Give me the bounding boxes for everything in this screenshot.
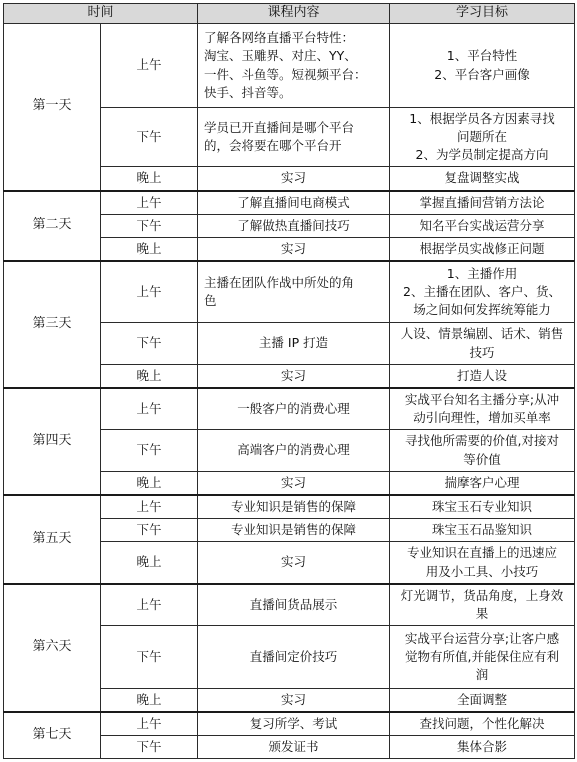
- day-label: 第六天: [4, 584, 101, 712]
- session-time: 下午: [101, 108, 198, 167]
- course-content: [198, 323, 390, 364]
- day-label: 第二天: [4, 191, 101, 261]
- text-line: 颁发证书: [268, 739, 319, 755]
- text-line: 了解直播间电商模式: [237, 194, 350, 210]
- course-content: [198, 214, 390, 237]
- text-line: 1、平台特性: [446, 48, 518, 64]
- text-line: 2、平台客户画像: [434, 66, 530, 82]
- day-label: 第四天: [4, 388, 101, 495]
- course-content: [198, 495, 390, 519]
- text-line: 直播间货品展示: [249, 596, 338, 612]
- text-line: 复习所学、考试: [249, 716, 338, 731]
- session-time: 下午: [101, 214, 198, 237]
- text-line: 等价值: [463, 451, 501, 467]
- text-line: 专业知识是销售的保障: [231, 499, 357, 515]
- text-line: 实习: [281, 475, 307, 490]
- day-label: 第五天: [4, 495, 101, 584]
- header-time: 时间: [4, 4, 198, 24]
- text-line: 觉物有所值,并能保住应有利: [405, 648, 559, 664]
- schedule-body: [4, 24, 575, 759]
- session-time: 上午: [101, 584, 198, 626]
- schedule-row: [4, 191, 575, 215]
- text-line: 实习: [281, 691, 307, 707]
- text-line: 揣摩客户心理: [444, 475, 520, 490]
- text-line: 1、主播作用: [446, 265, 518, 281]
- text-line: 实习: [281, 554, 307, 570]
- schedule-row: [4, 261, 575, 323]
- text-line: 打造人设: [457, 367, 508, 383]
- course-content: [198, 688, 390, 712]
- course-content: [198, 108, 390, 167]
- text-line: 2、主播在团队、客户、货、: [403, 284, 561, 300]
- text-line: 色: [204, 293, 217, 309]
- course-content: [198, 364, 390, 388]
- header-row: [4, 4, 575, 24]
- learning-goal: [390, 495, 575, 519]
- text-line: 高端客户的消费心理: [237, 442, 350, 458]
- learning-goal: [390, 323, 575, 364]
- text-line: 实习: [281, 170, 307, 186]
- schedule-row: [4, 495, 575, 519]
- learning-goal: [390, 237, 575, 261]
- header-goal: 学习目标: [390, 4, 575, 24]
- text-line: 动引向理性，增加买单率: [413, 409, 551, 425]
- course-content: [198, 191, 390, 215]
- text-line: 寻找他所需要的价值,对接对: [405, 433, 559, 449]
- schedule-row: [4, 388, 575, 430]
- learning-goal: [390, 519, 575, 542]
- learning-goal: [390, 214, 575, 237]
- schedule-row: [4, 584, 575, 626]
- text-line: 用及小工具、小技巧: [425, 563, 539, 579]
- text-line: 2、为学员制定提高方向: [415, 147, 549, 163]
- session-time: 晚上: [101, 167, 198, 191]
- text-line: 学员已开直播间是哪个平台: [204, 120, 355, 136]
- session-time: 下午: [101, 323, 198, 364]
- learning-goal: [390, 625, 575, 688]
- text-line: 珠宝玉石品鉴知识: [432, 522, 533, 538]
- text-line: 一般客户的消费心理: [237, 400, 350, 416]
- text-line: 实战平台知名主播分享;从冲: [404, 391, 560, 407]
- session-time: 上午: [101, 495, 198, 519]
- text-line: 了解各网络直播平台特性：: [204, 30, 355, 46]
- session-time: 上午: [101, 191, 198, 215]
- schedule-row: [4, 24, 575, 108]
- course-content: [198, 736, 390, 759]
- text-line: 根据学员实战修正问题: [419, 240, 545, 256]
- text-line: 一件、斗鱼等。短视频平台：: [204, 66, 367, 82]
- learning-goal: [390, 364, 575, 388]
- learning-goal: [390, 542, 575, 584]
- course-content: [198, 24, 390, 108]
- learning-goal: [390, 712, 575, 736]
- text-line: 专业知识是销售的保障: [231, 522, 357, 538]
- day-label: 第三天: [4, 261, 101, 388]
- session-time: 上午: [101, 388, 198, 430]
- session-time: 下午: [101, 736, 198, 759]
- session-time: 晚上: [101, 364, 198, 388]
- learning-goal: [390, 584, 575, 626]
- text-line: 快手、抖音等。: [204, 84, 292, 100]
- text-line: 的，会将要在哪个平台开: [204, 138, 342, 154]
- course-content: [198, 712, 390, 736]
- text-line: 灯光调节，货品角度，上身效: [400, 587, 564, 603]
- text-line: 主播 IP 打造: [258, 335, 329, 351]
- course-content: [198, 167, 390, 191]
- session-time: 上午: [101, 712, 198, 736]
- course-content: [198, 261, 390, 323]
- text-line: 实战平台运营分享;让客户感: [404, 630, 560, 646]
- course-content: [198, 388, 390, 430]
- text-line: 集体合影: [457, 739, 508, 755]
- session-time: 下午: [101, 519, 198, 542]
- text-line: 实习: [281, 367, 307, 383]
- text-line: 实习: [281, 240, 307, 256]
- session-time: 晚上: [101, 237, 198, 261]
- learning-goal: [390, 472, 575, 496]
- day-label: 第七天: [4, 712, 101, 759]
- day-label: 第一天: [4, 24, 101, 191]
- session-time: 晚上: [101, 688, 198, 712]
- course-schedule-table: [3, 3, 575, 759]
- text-line: 专业知识在直播上的迅速应: [407, 545, 558, 561]
- course-content: [198, 237, 390, 261]
- learning-goal: [390, 191, 575, 215]
- text-line: 问题所在: [457, 129, 508, 145]
- text-line: 1、根据学员各方因素寻找: [409, 111, 555, 126]
- text-line: 直播间定价技巧: [249, 648, 338, 664]
- course-content: [198, 584, 390, 626]
- text-line: 场之间如何发挥统筹能力: [413, 302, 551, 318]
- learning-goal: [390, 688, 575, 712]
- session-time: 下午: [101, 430, 198, 472]
- header-content: 课程内容: [198, 4, 390, 24]
- learning-goal: [390, 388, 575, 430]
- text-line: 查找问题，个性化解决: [419, 716, 545, 731]
- text-line: 全面调整: [457, 691, 508, 707]
- learning-goal: [390, 24, 575, 108]
- course-content: [198, 472, 390, 496]
- learning-goal: [390, 261, 575, 323]
- text-line: 知名平台实战运营分享: [419, 217, 545, 233]
- session-time: 上午: [101, 261, 198, 323]
- learning-goal: [390, 736, 575, 759]
- session-time: 上午: [101, 24, 198, 108]
- text-line: 掌握直播间营销方法论: [419, 194, 545, 210]
- learning-goal: [390, 430, 575, 472]
- course-content: [198, 519, 390, 542]
- text-line: 复盘调整实战: [444, 170, 520, 186]
- course-content: [198, 430, 390, 472]
- text-line: 技巧: [469, 344, 495, 360]
- session-time: 晚上: [101, 542, 198, 584]
- learning-goal: [390, 167, 575, 191]
- text-line: 润: [475, 666, 489, 682]
- learning-goal: [390, 108, 575, 167]
- session-time: 晚上: [101, 472, 198, 496]
- text-line: 淘宝、玉雕界、对庄、YY、: [204, 48, 357, 64]
- course-content: [198, 542, 390, 584]
- text-line: 了解做热直播间技巧: [237, 217, 350, 233]
- course-content: [198, 625, 390, 688]
- text-line: 珠宝玉石专业知识: [432, 499, 533, 515]
- text-line: 果: [475, 605, 489, 621]
- text-line: 主播在团队作战中所处的角: [204, 275, 355, 290]
- schedule-row: [4, 712, 575, 736]
- session-time: 下午: [101, 625, 198, 688]
- text-line: 人设、情景编剧、话术、销售: [400, 326, 564, 342]
